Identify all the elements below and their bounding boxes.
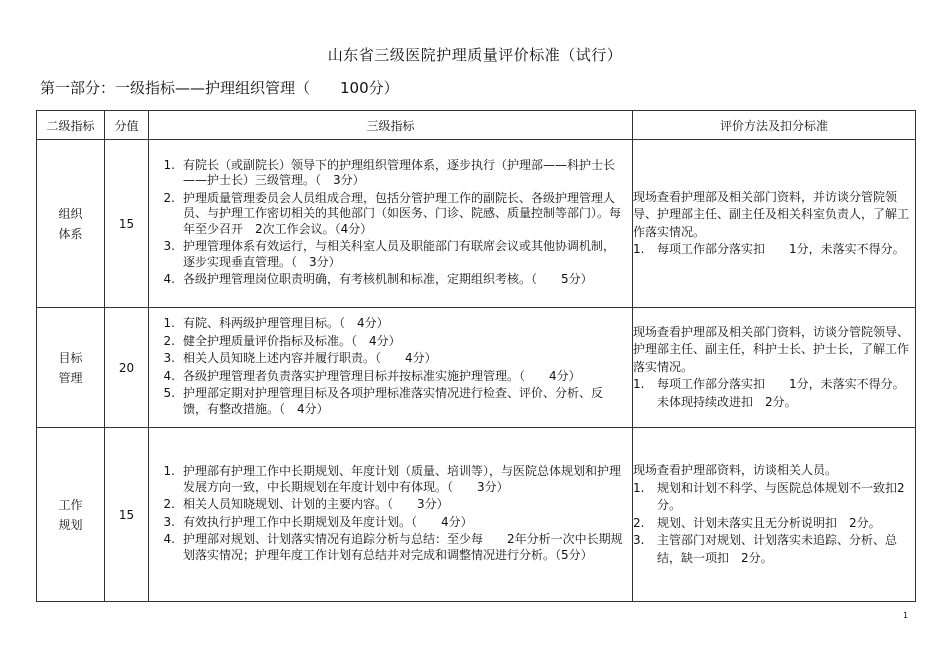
level2-cell: 工作 规划 xyxy=(37,428,105,602)
level2-cell: 组织 体系 xyxy=(37,140,105,308)
level3-cell xyxy=(149,140,633,308)
list-item: 2. 规划、计划未落实且无分析说明扣 2分。 xyxy=(633,515,881,530)
table-row xyxy=(37,428,916,602)
list-item: 2. 健全护理质量评价指标及标准。（ 4分） xyxy=(163,333,401,348)
table-row xyxy=(37,308,916,428)
score-cell: 20 xyxy=(105,308,149,428)
score-cell: 15 xyxy=(105,428,149,602)
list-item: 4. 各级护理管理者负责落实护理管理目标并按标准实施护理管理。（ 4分） xyxy=(163,368,581,383)
page-number: 1 xyxy=(903,611,909,620)
list-item: 4. 护理部对规划、计划落实情况有追踪分析与总结：至少每 2年分析一次中长期规划落实情况；护理年度工作计划有总结并对完成和调整情况进行分析。（5分） xyxy=(163,532,623,562)
list-item: 1. 每项工作部分落实扣 1分，未落实不得分。 xyxy=(633,242,905,256)
level2-cell: 目标 管理 xyxy=(37,308,105,428)
header-level3: 三级指标 xyxy=(149,111,633,140)
list-item: 1. 有院长（或副院长）领导下的护理组织管理体系，逐步执行（护理部——科护士长——护士长）三级管理。（ 3分） xyxy=(163,157,616,187)
evaluation-intro: 现场查看护理部及相关部门资料，并访谈分管院领导、护理部主任、副主任及相关科室负责人，了解工作落实情况。 xyxy=(633,189,910,239)
list-item: 3. 有效执行护理工作中长期规划及年度计划。（ 4分） xyxy=(163,514,473,529)
table-header-row xyxy=(37,111,916,140)
list-item: 1. 有院、科两级护理管理目标。（ 4分） xyxy=(163,316,389,330)
list-item: 1. 护理部有护理工作中长期规划、年度计划（质量、培训等），与医院总体规划和护理发展方向一致，中长期规划在年度计划中有体现。（ 3分） xyxy=(163,464,622,494)
section-heading: 第一部分：一级指标——护理组织管理（ 100分） xyxy=(40,79,399,97)
list-item: 2. 护理质量管理委员会人员组成合理，包括分管护理工作的副院长、各级护理管理人员、与护理工作密切相关的其他部门（如医务、门诊、院感、质量控制等部门）。每年至少召开 2次工作会议。（4分） xyxy=(163,190,622,236)
header-level2: 二级指标 xyxy=(37,111,105,140)
document-title: 山东省三级医院护理质量评价标准（试行） xyxy=(327,46,623,64)
score-cell: 15 xyxy=(105,140,149,308)
list-item: 3. 护理管理体系有效运行，与相关科室人员及职能部门有联席会议或其他协调机制，逐步实现垂直管理。（ 3分） xyxy=(163,239,616,269)
list-item: 2. 相关人员知晓规划、计划的主要内容。（ 3分） xyxy=(163,497,449,511)
header-evaluation: 评价方法及扣分标准 xyxy=(633,111,916,140)
list-item: 3. 相关人员知晓上述内容并履行职责。（ 4分） xyxy=(163,351,437,365)
header-score: 分值 xyxy=(105,111,149,140)
list-item: 1. 每项工作部分落实扣 1分，未落实不得分。未体现持续改进扣 2分。 xyxy=(633,377,905,409)
evaluation-cell xyxy=(633,140,916,308)
table-row xyxy=(37,140,916,308)
list-item: 5. 护理部定期对护理管理目标及各项护理标准落实情况进行检查、评价、分析、反馈，有整改措施。（ 4分） xyxy=(163,386,604,416)
level3-cell xyxy=(149,308,633,428)
evaluation-cell xyxy=(633,428,916,602)
level3-cell xyxy=(149,428,633,602)
evaluation-cell xyxy=(633,308,916,428)
list-item: 1. 规划和计划不科学、与医院总体规划不一致扣2分。 xyxy=(633,480,905,512)
evaluation-table xyxy=(36,110,916,602)
list-item: 3. 主管部门对规划、计划落实未追踪、分析、总结，缺一项扣 2分。 xyxy=(633,533,898,565)
list-item: 4. 各级护理管理岗位职责明确，有考核机制和标准，定期组织考核。（ 5分） xyxy=(163,272,593,286)
evaluation-intro: 现场查看护理部及相关部门资料，访谈分管院领导、护理部主任、副主任，科护士长、护士长，了解工作落实情况。 xyxy=(633,324,910,374)
evaluation-intro: 现场查看护理部资料，访谈相关人员。 xyxy=(633,463,838,477)
